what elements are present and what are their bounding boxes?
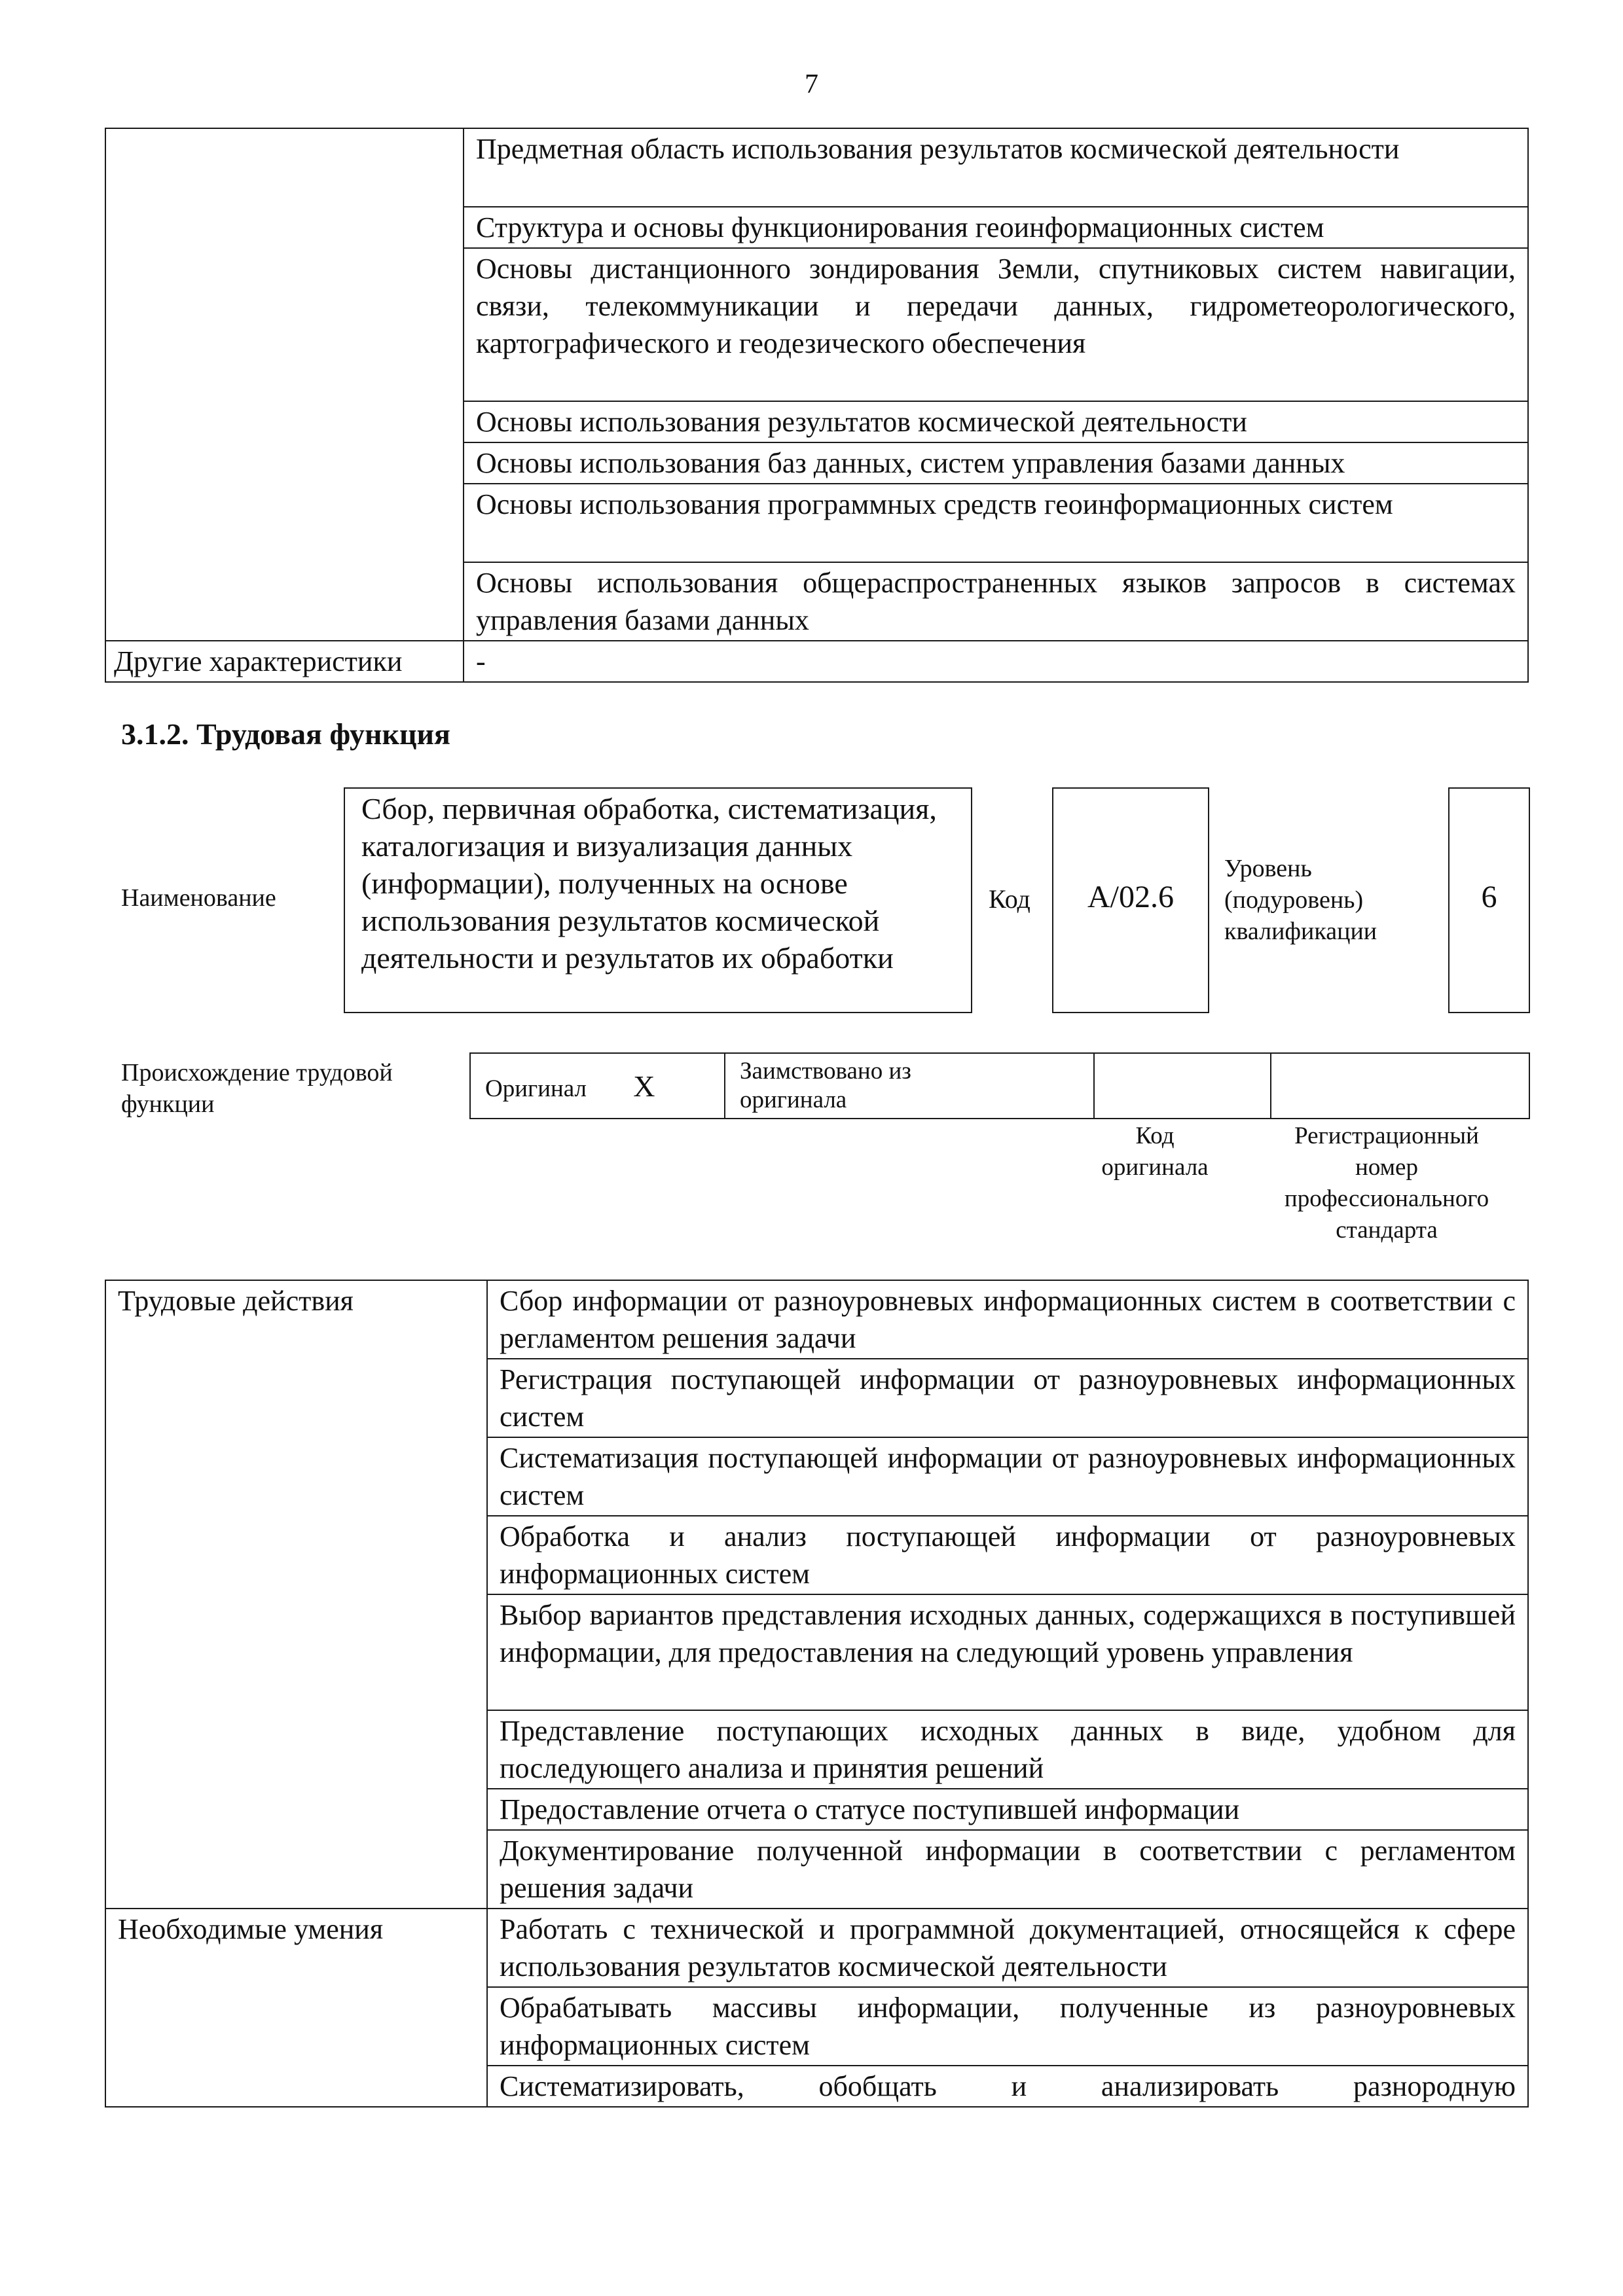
original-cell (470, 1053, 725, 1119)
knowledge-item: Основы использования общераспространенных языков запросов в системах управления базами данных (464, 562, 1528, 641)
original-code-caption: Код оригинала (1101, 1122, 1209, 1181)
original-label: Оригинал (485, 1075, 587, 1102)
knowledge-item: Предметная область использования результатов космической деятельности (464, 128, 1528, 207)
labor-actions-label: Трудовые действия (105, 1280, 487, 1909)
labor-action-item: Систематизация поступающей информации от разноуровневых информационных систем (487, 1437, 1528, 1516)
skill-item: Работать с технической и программной документацией, относящейся к сфере использования результатов космической деятельности (487, 1909, 1528, 1987)
knowledge-item: Основы дистанционного зондирования Земли, спутниковых систем навигации, связи, телекоммуникации и передачи данных, гидрометеорологического, картографического и геодезического обеспечения (464, 248, 1528, 401)
labor-action-item: Представление поступающих исходных данных в виде, удобном для последующего анализа и принятия решений (487, 1710, 1528, 1789)
labor-action-item: Выбор вариантов представления исходных данных, содержащихся в поступившей информации, для предоставления на следующий уровень управления (487, 1594, 1528, 1710)
skill-item: Систематизировать, обобщать и анализировать разнородную (487, 2066, 1528, 2107)
original-mark: X (633, 1069, 655, 1103)
actions-skills-table (105, 1280, 1529, 2108)
other-characteristics-label: Другие характеристики (105, 641, 464, 682)
labor-action-item: Документирование полученной информации в соответствии с регламентом решения задачи (487, 1830, 1528, 1909)
level-label: Уровень (подуровень) квалификации (1224, 855, 1377, 945)
labor-action-item: Регистрация поступающей информации от разноуровневых информационных систем (487, 1359, 1528, 1437)
knowledge-item: Основы использования программных средств геоинформационных систем (464, 484, 1528, 562)
labor-action-item: Сбор информации от разноуровневых информационных систем в соответствии с регламентом решения задачи (487, 1280, 1528, 1359)
required-skills-label: Необходимые умения (105, 1909, 487, 2107)
section-heading: 3.1.2. Трудовая функция (121, 717, 450, 751)
borrowed-cell: Заимствовано из оригинала (725, 1053, 1094, 1119)
knowledge-item: Структура и основы функционирования геоинформационных систем (464, 207, 1528, 248)
skill-item: Обрабатывать массивы информации, полученные из разноуровневых информационных систем (487, 1987, 1528, 2066)
code-value-box: А/02.6 (1052, 787, 1209, 1013)
origin-label: Происхождение трудовой функции (121, 1059, 393, 1118)
knowledge-table (105, 128, 1529, 683)
knowledge-item: Основы использования результатов космической деятельности (464, 401, 1528, 442)
labor-action-item: Предоставление отчета о статусе поступившей информации (487, 1789, 1528, 1830)
function-name-box: Сбор, первичная обработка, систематизация, каталогизация и визуализация данных (информации), полученных на основе использования результатов космической деятельности и результатов их обработки (344, 787, 972, 1013)
knowledge-label-cell (105, 128, 464, 641)
original-code-cell (1094, 1053, 1271, 1119)
origin-table (469, 1052, 1530, 1119)
level-value-box: 6 (1448, 787, 1530, 1013)
registration-number-caption: Регистрационный номер профессионального стандарта (1284, 1122, 1489, 1244)
name-label: Наименование (121, 884, 276, 912)
knowledge-item: Основы использования баз данных, систем управления базами данных (464, 442, 1528, 484)
page-number: 7 (805, 69, 818, 99)
other-characteristics-value: - (464, 641, 1528, 682)
code-label: Код (989, 884, 1030, 914)
registration-number-cell (1271, 1053, 1529, 1119)
labor-action-item: Обработка и анализ поступающей информации от разноуровневых информационных систем (487, 1516, 1528, 1594)
